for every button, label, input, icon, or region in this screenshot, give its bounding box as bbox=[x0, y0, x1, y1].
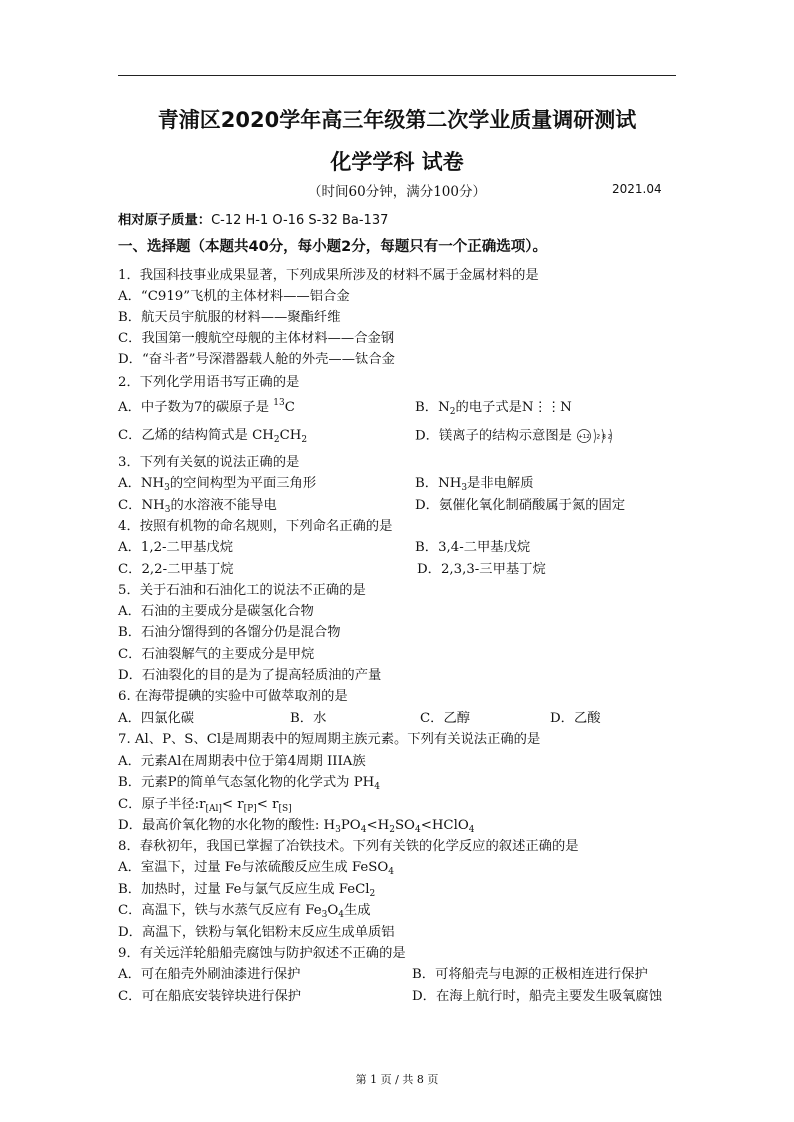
q7-option-b: B．元素P的简单气态氢化物的化学式为 $PH_4$ bbox=[118, 775, 380, 792]
q5-option-b: B．石油分馏得到的各馏分仍是混合物 bbox=[118, 625, 341, 640]
q2-option-c: C．乙烯的结构简式是 $CH_2CH_2$ bbox=[118, 428, 308, 445]
q6-option-a: A．四氯化碳 bbox=[118, 711, 195, 726]
mg-ion-diagram-icon bbox=[576, 426, 620, 446]
q2-option-b: B．$N_2$的电子式是N⋮⋮N bbox=[415, 400, 572, 417]
q9-option-d: D．在海上航行时，船壳主要发生吸氧腐蚀 bbox=[412, 989, 663, 1004]
q7-option-a: A．元素Al在周期表中位于第4周期 IIIA族 bbox=[118, 754, 366, 769]
q5-option-c: C．石油裂解气的主要成分是甲烷 bbox=[118, 647, 315, 662]
q9-option-b: B．可将船壳与电源的正极相连进行保护 bbox=[412, 967, 648, 982]
q6-stem: 6. 在海带提碘的实验中可做萃取剂的是 bbox=[118, 689, 348, 704]
mg-nucleus-label: +12 bbox=[578, 434, 590, 440]
q8-option-b: B．加热时，过量 Fe与氯气反应生成 FeCl$_2$ bbox=[118, 882, 376, 899]
q5-stem: 5．关于石油和石油化工的说法不正确的是 bbox=[118, 583, 366, 598]
exam-title: 青浦区2020学年高三年级第二次学业质量调研测试 bbox=[157, 108, 637, 132]
q7-stem: 7. Al、P、S、Cl是周期表中的短周期主族元素。下列有关说法正确的是 bbox=[118, 732, 541, 747]
q4-stem: 4．按照有机物的命名规则，下列命名正确的是 bbox=[118, 519, 393, 534]
atomic-mass-label: 相对原子质量： bbox=[118, 213, 212, 228]
q4-option-d: D．2,3,3-三甲基丁烷 bbox=[417, 562, 546, 577]
q1-stem: 1．我国科技事业成果显著，下列成果所涉及的材料不属于金属材料的是 bbox=[118, 268, 539, 283]
q7-option-c: C．原子半径$:r_{[Al]}< r_{[P]}< r_{[S]}$ bbox=[118, 797, 292, 814]
q2-option-d: D．镁离子的结构示意图是 +12 2 8 2 bbox=[415, 426, 620, 447]
q8-stem: 8．春秋初年，我国已掌握了冶铁技术。下列有关铁的化学反应的叙述正确的是 bbox=[118, 839, 579, 854]
mg-shell-electrons: 2 8 2 bbox=[596, 433, 612, 441]
page-number: 第 1 页 / 共 8 页 bbox=[355, 1073, 439, 1086]
q5-option-a: A．石油的主要成分是碳氢化合物 bbox=[118, 604, 314, 619]
header-rule bbox=[118, 75, 676, 76]
q1-option-a: A．“C919”飞机的主体材料——铝合金 bbox=[118, 289, 350, 304]
q4-option-c: C．2,2-二甲基丁烷 bbox=[118, 562, 234, 577]
exam-subtitle: 化学学科 试卷 bbox=[330, 150, 464, 174]
q3-option-a: A．$NH_3$的空间构型为平面三角形 bbox=[118, 476, 317, 493]
q8-option-a: A．室温下，过量 Fe与浓硫酸反应生成 FeSO$_4$ bbox=[118, 860, 394, 877]
q3-option-b: B．$NH_3$是非电解质 bbox=[415, 476, 534, 493]
time-info: （时间60分钟，满分100分） bbox=[308, 184, 486, 200]
q4-option-a: A．1,2-二甲基戊烷 bbox=[118, 540, 234, 555]
q7-option-d: D．最高价氧化物的水化物的酸性: $H_3PO_4<H_2SO_4<HClO_4$ bbox=[118, 818, 475, 835]
q6-option-b: B．水 bbox=[290, 711, 327, 726]
section-heading: 一、选择题（本题共40分，每小题2分，每题只有一个正确选项）。 bbox=[118, 239, 548, 255]
q8-option-c: C．高温下，铁与水蒸气反应有 $Fe_3O_4$生成 bbox=[118, 903, 371, 920]
q3-stem: 3．下列有关氨的说法正确的是 bbox=[118, 455, 300, 470]
q1-option-c: C．我国第一艘航空母舰的主体材料——合金钢 bbox=[118, 331, 395, 346]
q1-option-d: D．“奋斗者”号深潜器载人舱的外壳——钛合金 bbox=[118, 352, 395, 367]
q5-option-d: D．石油裂化的目的是为了提高轻质油的产量 bbox=[118, 668, 382, 683]
q2-stem: 2．下列化学用语书写正确的是 bbox=[118, 375, 300, 390]
q1-option-b: B．航天员宇航服的材料——聚酯纤维 bbox=[118, 310, 341, 325]
exam-date: 2021.04 bbox=[612, 182, 662, 196]
q4-option-b: B．3,4-二甲基戊烷 bbox=[415, 540, 531, 555]
atomic-mass-line bbox=[118, 211, 388, 231]
q9-stem: 9．有关远洋轮船船壳腐蚀与防护叙述不正确的是 bbox=[118, 946, 406, 961]
q9-option-c: C．可在船底安装锌块进行保护 bbox=[118, 989, 302, 1004]
q2-option-a: A．中子数为7的碳原子是 $^{13}$C bbox=[118, 398, 295, 415]
q3-option-d: D．氨催化氧化制硝酸属于氮的固定 bbox=[415, 498, 626, 513]
q6-option-c: C．乙醇 bbox=[420, 711, 471, 726]
q8-option-d: D．高温下，铁粉与氧化铝粉末反应生成单质铝 bbox=[118, 925, 395, 940]
q3-option-c: C．$NH_3$的水溶液不能导电 bbox=[118, 498, 277, 515]
atomic-mass-values: C-12 H-1 O-16 S-32 Ba-137 bbox=[211, 213, 389, 228]
q6-option-d: D．乙酸 bbox=[550, 711, 601, 726]
q9-option-a: A．可在船壳外刷油漆进行保护 bbox=[118, 967, 301, 982]
